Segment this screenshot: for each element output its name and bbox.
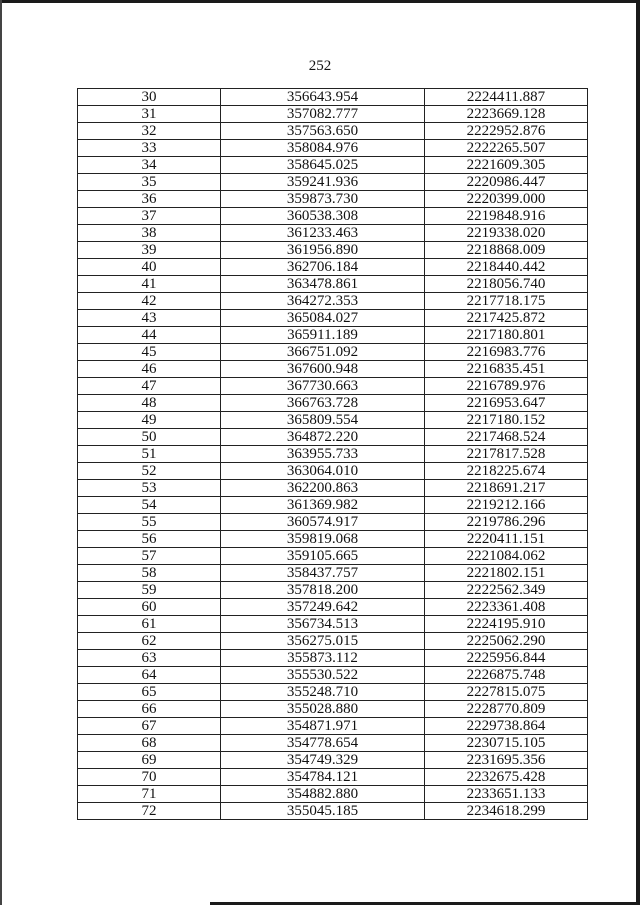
x-coordinate-cell: 355530.522 — [221, 667, 425, 684]
point-number-cell: 38 — [78, 225, 221, 242]
table-row — [78, 548, 588, 565]
scan-edge-top — [0, 0, 640, 3]
table-row — [78, 276, 588, 293]
point-number-cell: 57 — [78, 548, 221, 565]
table-row — [78, 599, 588, 616]
y-coordinate-cell: 2218440.442 — [425, 259, 588, 276]
y-coordinate-cell: 2221084.062 — [425, 548, 588, 565]
x-coordinate-cell: 358084.976 — [221, 140, 425, 157]
x-coordinate-cell: 356734.513 — [221, 616, 425, 633]
scan-edge-right — [636, 0, 640, 905]
point-number-cell: 41 — [78, 276, 221, 293]
point-number-cell: 35 — [78, 174, 221, 191]
point-number-cell: 48 — [78, 395, 221, 412]
point-number-cell: 65 — [78, 684, 221, 701]
x-coordinate-cell: 356275.015 — [221, 633, 425, 650]
y-coordinate-cell: 2218691.217 — [425, 480, 588, 497]
y-coordinate-cell: 2216835.451 — [425, 361, 588, 378]
table-row — [78, 803, 588, 820]
x-coordinate-cell: 354784.121 — [221, 769, 425, 786]
table-row — [78, 429, 588, 446]
table-row — [78, 633, 588, 650]
page-number: 252 — [308, 58, 332, 74]
y-coordinate-cell: 2220411.151 — [425, 531, 588, 548]
y-coordinate-cell: 2217180.152 — [425, 412, 588, 429]
point-number-cell: 55 — [78, 514, 221, 531]
x-coordinate-cell: 359873.730 — [221, 191, 425, 208]
table-row — [78, 378, 588, 395]
x-coordinate-cell: 359105.665 — [221, 548, 425, 565]
table-row — [78, 531, 588, 548]
x-coordinate-cell: 357563.650 — [221, 123, 425, 140]
coordinates-table — [77, 88, 588, 820]
y-coordinate-cell: 2218056.740 — [425, 276, 588, 293]
point-number-cell: 30 — [78, 89, 221, 106]
scan-edge-left — [0, 0, 2, 905]
table-row — [78, 582, 588, 599]
table-row — [78, 463, 588, 480]
y-coordinate-cell: 2221609.305 — [425, 157, 588, 174]
x-coordinate-cell: 355028.880 — [221, 701, 425, 718]
table-row — [78, 412, 588, 429]
y-coordinate-cell: 2223669.128 — [425, 106, 588, 123]
point-number-cell: 33 — [78, 140, 221, 157]
point-number-cell: 37 — [78, 208, 221, 225]
x-coordinate-cell: 363955.733 — [221, 446, 425, 463]
y-coordinate-cell: 2216953.647 — [425, 395, 588, 412]
x-coordinate-cell: 365911.189 — [221, 327, 425, 344]
y-coordinate-cell: 2223361.408 — [425, 599, 588, 616]
table-row — [78, 327, 588, 344]
x-coordinate-cell: 358645.025 — [221, 157, 425, 174]
table-row — [78, 735, 588, 752]
table-row — [78, 786, 588, 803]
point-number-cell: 61 — [78, 616, 221, 633]
point-number-cell: 51 — [78, 446, 221, 463]
y-coordinate-cell: 2226875.748 — [425, 667, 588, 684]
point-number-cell: 60 — [78, 599, 221, 616]
table-row — [78, 310, 588, 327]
table-row — [78, 752, 588, 769]
table-row — [78, 718, 588, 735]
point-number-cell: 56 — [78, 531, 221, 548]
y-coordinate-cell: 2220399.000 — [425, 191, 588, 208]
point-number-cell: 39 — [78, 242, 221, 259]
y-coordinate-cell: 2222562.349 — [425, 582, 588, 599]
table-row — [78, 684, 588, 701]
y-coordinate-cell: 2222952.876 — [425, 123, 588, 140]
table-row — [78, 616, 588, 633]
table-row — [78, 514, 588, 531]
point-number-cell: 59 — [78, 582, 221, 599]
x-coordinate-cell: 367600.948 — [221, 361, 425, 378]
point-number-cell: 31 — [78, 106, 221, 123]
x-coordinate-cell: 358437.757 — [221, 565, 425, 582]
table-body — [78, 89, 588, 820]
x-coordinate-cell: 361956.890 — [221, 242, 425, 259]
point-number-cell: 44 — [78, 327, 221, 344]
point-number-cell: 66 — [78, 701, 221, 718]
table-row — [78, 565, 588, 582]
y-coordinate-cell: 2234618.299 — [425, 803, 588, 820]
point-number-cell: 62 — [78, 633, 221, 650]
x-coordinate-cell: 354778.654 — [221, 735, 425, 752]
x-coordinate-cell: 366751.092 — [221, 344, 425, 361]
x-coordinate-cell: 354871.971 — [221, 718, 425, 735]
y-coordinate-cell: 2225062.290 — [425, 633, 588, 650]
y-coordinate-cell: 2216983.776 — [425, 344, 588, 361]
table-row — [78, 106, 588, 123]
table-row — [78, 293, 588, 310]
x-coordinate-cell: 363064.010 — [221, 463, 425, 480]
point-number-cell: 63 — [78, 650, 221, 667]
point-number-cell: 45 — [78, 344, 221, 361]
table-row — [78, 667, 588, 684]
point-number-cell: 53 — [78, 480, 221, 497]
y-coordinate-cell: 2227815.075 — [425, 684, 588, 701]
table-row — [78, 480, 588, 497]
y-coordinate-cell: 2218225.674 — [425, 463, 588, 480]
x-coordinate-cell: 361233.463 — [221, 225, 425, 242]
point-number-cell: 64 — [78, 667, 221, 684]
x-coordinate-cell: 354749.329 — [221, 752, 425, 769]
point-number-cell: 58 — [78, 565, 221, 582]
x-coordinate-cell: 365809.554 — [221, 412, 425, 429]
point-number-cell: 68 — [78, 735, 221, 752]
x-coordinate-cell: 360538.308 — [221, 208, 425, 225]
x-coordinate-cell: 357082.777 — [221, 106, 425, 123]
table-row — [78, 89, 588, 106]
y-coordinate-cell: 2231695.356 — [425, 752, 588, 769]
x-coordinate-cell: 356643.954 — [221, 89, 425, 106]
table-row — [78, 208, 588, 225]
y-coordinate-cell: 2217425.872 — [425, 310, 588, 327]
x-coordinate-cell: 355045.185 — [221, 803, 425, 820]
y-coordinate-cell: 2216789.976 — [425, 378, 588, 395]
table-row — [78, 225, 588, 242]
table-row — [78, 242, 588, 259]
y-coordinate-cell: 2219848.916 — [425, 208, 588, 225]
table-row — [78, 701, 588, 718]
x-coordinate-cell: 364272.353 — [221, 293, 425, 310]
table-row — [78, 157, 588, 174]
y-coordinate-cell: 2219212.166 — [425, 497, 588, 514]
x-coordinate-cell: 367730.663 — [221, 378, 425, 395]
point-number-cell: 43 — [78, 310, 221, 327]
x-coordinate-cell: 360574.917 — [221, 514, 425, 531]
x-coordinate-cell: 359241.936 — [221, 174, 425, 191]
y-coordinate-cell: 2219338.020 — [425, 225, 588, 242]
table-row — [78, 140, 588, 157]
table-row — [78, 497, 588, 514]
y-coordinate-cell: 2217468.524 — [425, 429, 588, 446]
y-coordinate-cell: 2232675.428 — [425, 769, 588, 786]
y-coordinate-cell: 2224195.910 — [425, 616, 588, 633]
y-coordinate-cell: 2220986.447 — [425, 174, 588, 191]
point-number-cell: 40 — [78, 259, 221, 276]
x-coordinate-cell: 357818.200 — [221, 582, 425, 599]
point-number-cell: 47 — [78, 378, 221, 395]
point-number-cell: 72 — [78, 803, 221, 820]
x-coordinate-cell: 355873.112 — [221, 650, 425, 667]
point-number-cell: 34 — [78, 157, 221, 174]
x-coordinate-cell: 365084.027 — [221, 310, 425, 327]
point-number-cell: 42 — [78, 293, 221, 310]
x-coordinate-cell: 357249.642 — [221, 599, 425, 616]
y-coordinate-cell: 2218868.009 — [425, 242, 588, 259]
point-number-cell: 50 — [78, 429, 221, 446]
table-row — [78, 395, 588, 412]
point-number-cell: 52 — [78, 463, 221, 480]
x-coordinate-cell: 362706.184 — [221, 259, 425, 276]
table-row — [78, 259, 588, 276]
y-coordinate-cell: 2225956.844 — [425, 650, 588, 667]
table-row — [78, 769, 588, 786]
y-coordinate-cell: 2233651.133 — [425, 786, 588, 803]
y-coordinate-cell: 2222265.507 — [425, 140, 588, 157]
point-number-cell: 67 — [78, 718, 221, 735]
x-coordinate-cell: 362200.863 — [221, 480, 425, 497]
x-coordinate-cell: 364872.220 — [221, 429, 425, 446]
point-number-cell: 46 — [78, 361, 221, 378]
point-number-cell: 32 — [78, 123, 221, 140]
point-number-cell: 36 — [78, 191, 221, 208]
y-coordinate-cell: 2224411.887 — [425, 89, 588, 106]
y-coordinate-cell: 2221802.151 — [425, 565, 588, 582]
y-coordinate-cell: 2217817.528 — [425, 446, 588, 463]
table-row — [78, 174, 588, 191]
x-coordinate-cell: 354882.880 — [221, 786, 425, 803]
point-number-cell: 54 — [78, 497, 221, 514]
y-coordinate-cell: 2228770.809 — [425, 701, 588, 718]
point-number-cell: 71 — [78, 786, 221, 803]
point-number-cell: 70 — [78, 769, 221, 786]
table-row — [78, 446, 588, 463]
x-coordinate-cell: 366763.728 — [221, 395, 425, 412]
y-coordinate-cell: 2229738.864 — [425, 718, 588, 735]
table-row — [78, 344, 588, 361]
table-row — [78, 361, 588, 378]
table-row — [78, 191, 588, 208]
x-coordinate-cell: 361369.982 — [221, 497, 425, 514]
y-coordinate-cell: 2230715.105 — [425, 735, 588, 752]
x-coordinate-cell: 355248.710 — [221, 684, 425, 701]
y-coordinate-cell: 2217718.175 — [425, 293, 588, 310]
table-row — [78, 123, 588, 140]
x-coordinate-cell: 363478.861 — [221, 276, 425, 293]
y-coordinate-cell: 2219786.296 — [425, 514, 588, 531]
point-number-cell: 69 — [78, 752, 221, 769]
y-coordinate-cell: 2217180.801 — [425, 327, 588, 344]
x-coordinate-cell: 359819.068 — [221, 531, 425, 548]
point-number-cell: 49 — [78, 412, 221, 429]
table-row — [78, 650, 588, 667]
